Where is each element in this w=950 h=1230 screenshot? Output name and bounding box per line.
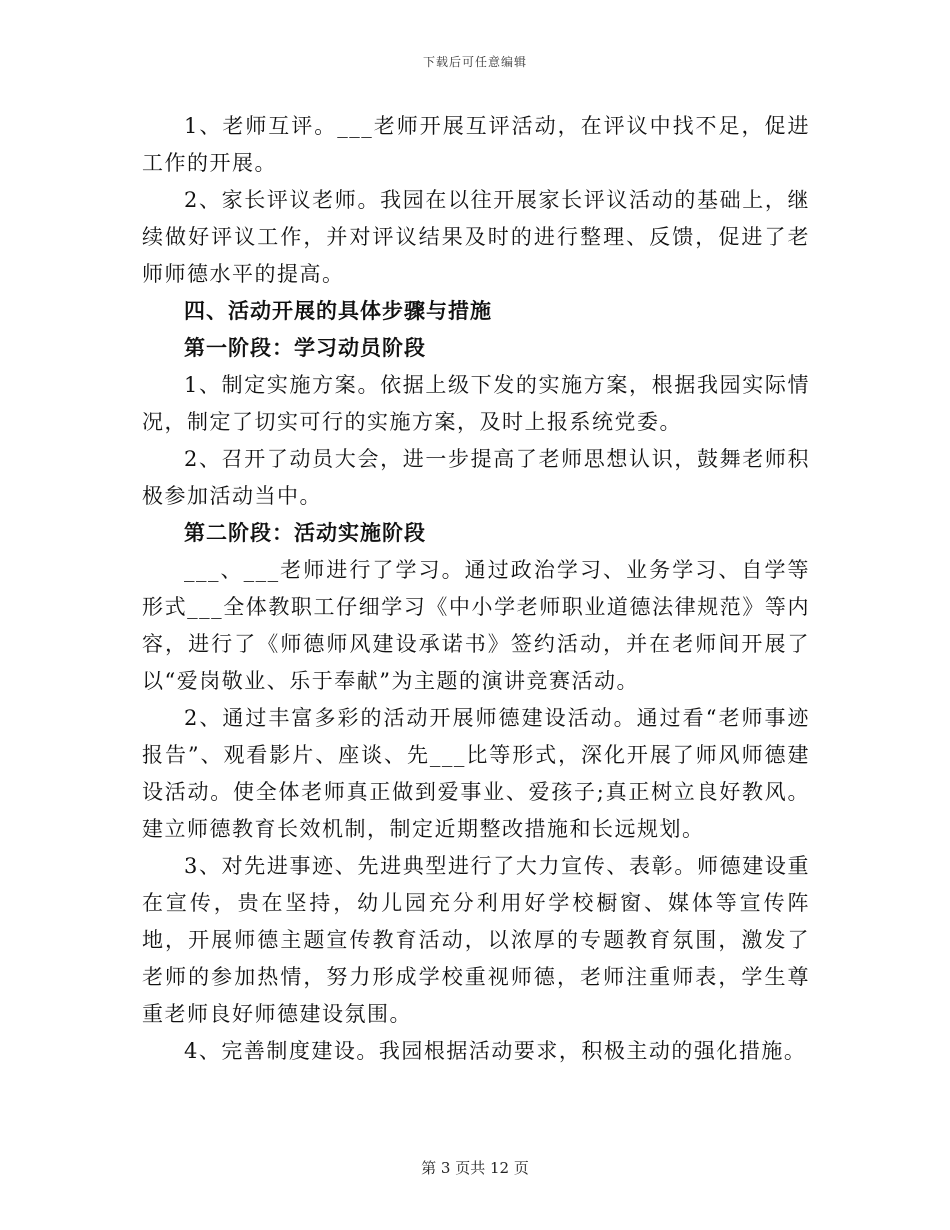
- paragraph-ethics-activities: 2、通过丰富多彩的活动开展师德建设活动。通过看“老师事迹报告”、观看影片、座谈、先___比等形式，深化开展了师风师德建设活动。使全体老师真正做到爱事业、爱孩子;真正树立良好教风。建立师德教育长效机制，制定近期整改措施和长远规划。: [142, 706, 810, 841]
- page-number-footer: 第 3 页共 12 页: [421, 1159, 529, 1177]
- document-body: [142, 108, 810, 1070]
- section-heading-steps-measures: 四、活动开展的具体步骤与措施: [184, 299, 492, 323]
- paragraph-publicity: 3、对先进事迹、先进典型进行了大力宣传、表彰。师德建设重在宣传，贵在坚持，幼儿园充分利用好学校橱窗、媒体等宣传阵地，开展师德主题宣传教育活动，以浓厚的专题教育氛围，激发了老师的参加热情，努力形成学校重视师德，老师注重师表，学生尊重老师良好师德建设氛围。: [142, 854, 810, 1026]
- paragraph-teacher-peer-review: 1、老师互评。___老师开展互评活动，在评议中找不足，促进工作的开展。: [142, 114, 810, 175]
- paragraph-parent-review: 2、家长评议老师。我园在以往开展家长评议活动的基础上，继续做好评议工作，并对评议结果及时的进行整理、反馈，促进了老师师德水平的提高。: [142, 188, 810, 286]
- paragraph-mobilization-meeting: 2、召开了动员大会，进一步提高了老师思想认识，鼓舞老师积极参加活动当中。: [142, 447, 810, 508]
- paragraph-teacher-study: ___、___老师进行了学习。通过政治学习、业务学习、自学等形式___全体教职工仔细学习《中小学老师职业道德法律规范》等内容，进行了《师德师风建设承诺书》签约活动，并在老师间开展了以“爱岗敬业、乐于奉献”为主题的演讲竞赛活动。: [142, 558, 810, 693]
- paragraph-implementation-plan: 1、制定实施方案。依据上级下发的实施方案，根据我园实际情况，制定了切实可行的实施方案，及时上报系统党委。: [142, 373, 810, 434]
- page-header: 下载后可任意编辑: [422, 55, 527, 69]
- subheading-stage-two: 第二阶段：活动实施阶段: [184, 521, 426, 545]
- subheading-stage-one: 第一阶段：学习动员阶段: [184, 336, 426, 360]
- paragraph-system-building: 4、完善制度建设。我园根据活动要求，积极主动的强化措施。: [184, 1039, 807, 1063]
